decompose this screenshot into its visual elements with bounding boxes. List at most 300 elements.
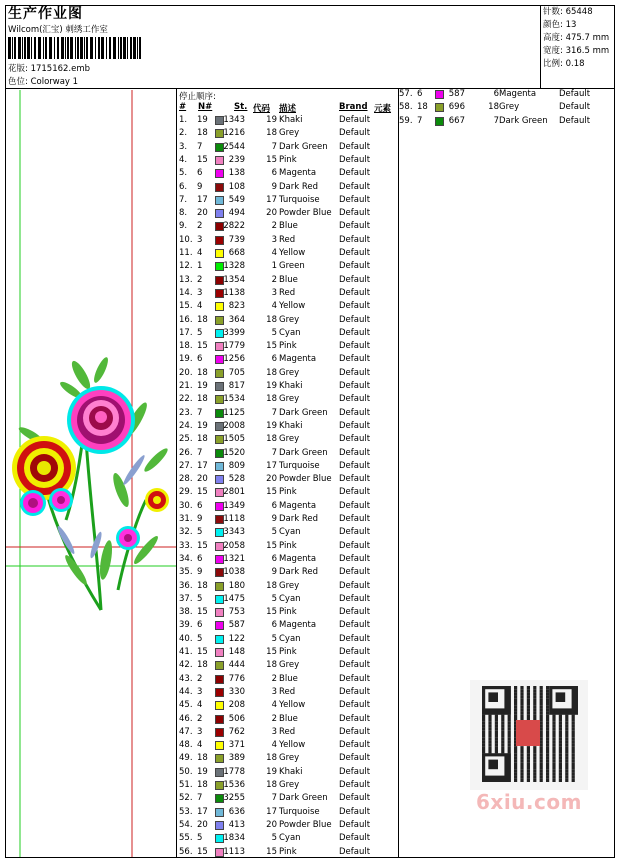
cell-desc: Cyan: [279, 593, 301, 604]
cell-n: 3: [197, 726, 203, 737]
cell-st: 3255: [223, 793, 245, 804]
cell-brand: Default: [339, 327, 371, 338]
cell-st: 587: [228, 620, 245, 631]
cell-brand: Default: [339, 607, 371, 618]
cell-code: 18: [266, 753, 277, 764]
cell-code: 3: [271, 686, 277, 697]
cell-code: 9: [271, 514, 277, 524]
cell-code: 7: [271, 447, 277, 458]
cell-code: 20: [266, 474, 277, 485]
cell-brand: Default: [339, 514, 371, 524]
design-file-value: 1715162.emb: [30, 64, 91, 74]
cell-st: 636: [228, 806, 245, 817]
cell-n: 15: [197, 846, 208, 857]
spec-row: 高度: 475.7 mm: [543, 33, 610, 43]
cell-n: 20: [197, 819, 208, 830]
cell-brand: Default: [339, 194, 371, 205]
cell-idx: 43.: [179, 673, 193, 684]
cell-desc: Blue: [279, 713, 298, 724]
cell-n: 17: [197, 806, 208, 817]
cell-desc: Dark Green: [499, 115, 548, 126]
cell-idx: 18.: [179, 341, 193, 352]
cell-st: 1321: [223, 553, 245, 564]
cell-idx: 24.: [179, 420, 193, 431]
cell-desc: Red: [279, 287, 296, 298]
col-header-stitches: St.: [234, 102, 248, 112]
cell-n: 15: [197, 487, 208, 498]
cell-desc: Turquoise: [279, 460, 320, 471]
cell-idx: 56.: [179, 846, 193, 857]
cell-desc: Dark Green: [279, 407, 328, 418]
cell-n: 18: [197, 660, 208, 671]
cell-code: 9: [271, 181, 277, 192]
company-name: Wilcom(汇宝) 刺绣工作室: [8, 25, 108, 35]
cell-code: 4: [271, 301, 277, 312]
cell-st: 1354: [223, 274, 245, 285]
cell-idx: 22.: [179, 394, 193, 405]
cell-code: 15: [266, 846, 277, 857]
col-header-element: 元素: [374, 104, 392, 114]
cell-desc: Powder Blue: [279, 819, 332, 830]
cell-idx: 3.: [179, 141, 188, 152]
cell-code: 7: [271, 793, 277, 804]
cell-idx: 5.: [179, 168, 188, 179]
embroidery-image: [6, 90, 176, 857]
cell-code: 3: [271, 726, 277, 737]
cell-code: 18: [266, 394, 277, 405]
cell-idx: 4.: [179, 154, 188, 165]
cell-st: 696: [448, 102, 465, 113]
cell-n: 19: [197, 420, 208, 431]
cell-n: 18: [197, 434, 208, 445]
cell-code: 15: [266, 341, 277, 352]
cell-idx: 36.: [179, 580, 193, 591]
cell-code: 20: [266, 819, 277, 830]
cell-idx: 52.: [179, 793, 193, 804]
cell-idx: 12.: [179, 261, 193, 272]
cell-brand: Default: [339, 141, 371, 152]
cell-n: 15: [197, 607, 208, 618]
cell-desc: Cyan: [279, 833, 301, 844]
cell-code: 4: [271, 700, 277, 711]
cell-brand: Default: [339, 580, 371, 591]
cell-brand: Default: [339, 660, 371, 671]
cell-desc: Turquoise: [279, 194, 320, 205]
cell-brand: Default: [339, 527, 371, 538]
page-title: 生产作业图: [8, 6, 83, 22]
cell-brand: Default: [339, 647, 371, 657]
cell-brand: Default: [339, 354, 371, 365]
cell-brand: Default: [339, 553, 371, 564]
cell-desc: Grey: [499, 102, 520, 113]
cell-desc: Pink: [279, 341, 297, 352]
cell-idx: 59.: [399, 115, 413, 126]
cell-code: 15: [266, 154, 277, 165]
cell-desc: Cyan: [279, 327, 301, 338]
cell-desc: Khaki: [279, 115, 303, 125]
col-header-brand: Brand: [339, 102, 368, 112]
spec-row: 针数: 65448: [543, 7, 593, 17]
cell-n: 1: [197, 261, 203, 272]
cell-code: 2: [271, 713, 277, 724]
cell-brand: Default: [339, 713, 371, 724]
cell-idx: 16.: [179, 314, 193, 325]
cell-n: 2: [197, 713, 203, 724]
cell-idx: 39.: [179, 620, 193, 631]
cell-code: 6: [271, 620, 277, 631]
cell-desc: Yellow: [279, 700, 306, 711]
cell-brand: Default: [339, 115, 371, 125]
cell-idx: 53.: [179, 806, 193, 817]
cell-code: 17: [266, 194, 277, 205]
cell-idx: 25.: [179, 434, 193, 445]
cell-n: 4: [197, 740, 203, 751]
cell-desc: Grey: [279, 780, 300, 790]
cell-n: 6: [197, 500, 203, 511]
cell-st: 1475: [223, 593, 245, 604]
cell-n: 6: [417, 89, 423, 99]
cell-brand: Default: [559, 115, 591, 126]
cell-st: 1520: [223, 447, 245, 458]
cell-idx: 13.: [179, 274, 193, 285]
cell-n: 3: [197, 686, 203, 697]
cell-desc: Cyan: [279, 633, 301, 644]
cell-n: 6: [197, 354, 203, 365]
cell-st: 138: [228, 168, 245, 179]
cell-idx: 27.: [179, 460, 193, 471]
cell-code: 15: [266, 607, 277, 618]
cell-desc: Pink: [279, 540, 297, 551]
cell-brand: Default: [339, 208, 371, 219]
cell-n: 7: [417, 115, 423, 126]
cell-code: 7: [271, 407, 277, 418]
cell-n: 4: [197, 700, 203, 711]
cell-brand: Default: [339, 394, 371, 405]
cell-code: 18: [488, 102, 499, 113]
cell-brand: Default: [339, 593, 371, 604]
cell-brand: Default: [339, 633, 371, 644]
cell-brand: Default: [339, 806, 371, 817]
cell-n: 18: [417, 102, 428, 113]
cell-st: 1534: [223, 394, 245, 405]
col-header-code: 代码: [253, 104, 271, 114]
cell-code: 17: [266, 460, 277, 471]
cell-code: 3: [271, 234, 277, 245]
cell-n: 4: [197, 248, 203, 258]
cell-n: 2: [197, 673, 203, 684]
cell-code: 5: [271, 833, 277, 844]
cell-idx: 2.: [179, 128, 188, 139]
cell-desc: Turquoise: [279, 806, 320, 817]
col-header-idx: #: [179, 102, 187, 112]
cell-idx: 14.: [179, 287, 193, 298]
col-header-n: N#: [198, 102, 213, 112]
cell-idx: 45.: [179, 700, 193, 711]
cell-st: 809: [228, 460, 245, 471]
cell-idx: 8.: [179, 208, 188, 219]
cell-idx: 58.: [399, 102, 413, 113]
cell-code: 6: [271, 168, 277, 179]
cell-st: 1118: [223, 514, 245, 524]
cell-desc: Blue: [279, 673, 298, 684]
cell-idx: 11.: [179, 248, 193, 258]
cell-n: 19: [197, 766, 208, 777]
cell-st: 330: [228, 686, 245, 697]
cell-st: 667: [448, 115, 465, 126]
cell-code: 7: [271, 141, 277, 152]
cell-brand: Default: [339, 407, 371, 418]
cell-idx: 19.: [179, 354, 193, 365]
cell-n: 20: [197, 208, 208, 219]
cell-st: 1536: [223, 780, 245, 790]
cell-code: 3: [271, 287, 277, 298]
cell-idx: 7.: [179, 194, 188, 205]
table-divider: [398, 88, 399, 858]
cell-brand: Default: [339, 766, 371, 777]
cell-idx: 1.: [179, 115, 188, 125]
cell-brand: Default: [339, 474, 371, 485]
cell-code: 5: [271, 527, 277, 538]
cell-brand: Default: [339, 341, 371, 352]
cell-idx: 29.: [179, 487, 193, 498]
cell-brand: Default: [339, 819, 371, 830]
cell-brand: Default: [339, 567, 371, 578]
cell-n: 18: [197, 580, 208, 591]
cell-brand: Default: [339, 420, 371, 431]
cell-n: 17: [197, 460, 208, 471]
cell-brand: Default: [339, 261, 371, 272]
cell-idx: 31.: [179, 514, 193, 524]
cell-idx: 47.: [179, 726, 193, 737]
cell-code: 5: [271, 327, 277, 338]
watermark-logo: 6xiu.com: [476, 790, 582, 814]
cell-n: 5: [197, 527, 203, 538]
cell-n: 5: [197, 327, 203, 338]
cell-n: 20: [197, 474, 208, 485]
cell-n: 3: [197, 287, 203, 298]
cell-idx: 41.: [179, 647, 193, 657]
cell-n: 5: [197, 833, 203, 844]
cell-code: 19: [266, 420, 277, 431]
cell-desc: Grey: [279, 660, 300, 671]
cell-idx: 34.: [179, 553, 193, 564]
cell-idx: 26.: [179, 447, 193, 458]
preview-divider: [176, 88, 177, 858]
cell-desc: Grey: [279, 394, 300, 405]
cell-idx: 42.: [179, 660, 193, 671]
cell-code: 19: [266, 381, 277, 391]
col-header-desc: 描述: [279, 104, 297, 114]
cell-code: 2: [271, 673, 277, 684]
cell-st: 2008: [223, 420, 245, 431]
cell-desc: Magenta: [279, 354, 317, 365]
cell-idx: 57.: [399, 89, 413, 99]
cell-idx: 21.: [179, 381, 193, 391]
cell-n: 5: [197, 633, 203, 644]
cell-code: 6: [271, 553, 277, 564]
cell-desc: Pink: [279, 846, 297, 857]
cell-st: 364: [228, 314, 245, 325]
cell-brand: Default: [339, 234, 371, 245]
cell-desc: Pink: [279, 647, 297, 657]
cell-code: 18: [266, 128, 277, 139]
cell-st: 3343: [223, 527, 245, 538]
cell-brand: Default: [339, 780, 371, 790]
cell-st: 587: [448, 89, 465, 99]
cell-n: 6: [197, 553, 203, 564]
cell-st: 371: [228, 740, 245, 751]
cell-st: 1778: [223, 766, 245, 777]
cell-desc: Khaki: [279, 766, 303, 777]
cell-idx: 30.: [179, 500, 193, 511]
cell-code: 9: [271, 567, 277, 578]
cell-desc: Grey: [279, 367, 300, 378]
cell-n: 15: [197, 647, 208, 657]
cell-brand: Default: [339, 434, 371, 445]
cell-code: 15: [266, 487, 277, 498]
cell-st: 3399: [223, 327, 245, 338]
cell-desc: Dark Green: [279, 141, 328, 152]
cell-n: 18: [197, 367, 208, 378]
cell-st: 2801: [223, 487, 245, 498]
cell-desc: Dark Red: [279, 514, 319, 524]
spec-row: 宽度: 316.5 mm: [543, 46, 610, 56]
cell-brand: Default: [339, 221, 371, 232]
cell-st: 180: [228, 580, 245, 591]
cell-n: 18: [197, 780, 208, 790]
cell-n: 7: [197, 793, 203, 804]
cell-desc: Red: [279, 726, 296, 737]
design-file-label: 花版:: [8, 64, 28, 74]
cell-code: 20: [266, 208, 277, 219]
cell-code: 2: [271, 221, 277, 232]
cell-st: 1343: [223, 115, 245, 125]
cell-brand: Default: [339, 540, 371, 551]
cell-st: 506: [228, 713, 245, 724]
cell-st: 494: [228, 208, 245, 219]
cell-n: 2: [197, 274, 203, 285]
cell-brand: Default: [339, 447, 371, 458]
cell-n: 7: [197, 141, 203, 152]
cell-n: 9: [197, 514, 203, 524]
cell-st: 705: [228, 367, 245, 378]
cell-st: 1216: [223, 128, 245, 139]
cell-desc: Grey: [279, 434, 300, 445]
cell-code: 6: [493, 89, 499, 99]
cell-desc: Cyan: [279, 527, 301, 538]
cell-desc: Pink: [279, 154, 297, 165]
cell-st: 823: [228, 301, 245, 312]
cell-idx: 10.: [179, 234, 193, 245]
cell-code: 6: [271, 500, 277, 511]
cell-desc: Grey: [279, 580, 300, 591]
cell-st: 2058: [223, 540, 245, 551]
cell-n: 19: [197, 115, 208, 125]
cell-brand: Default: [339, 168, 371, 179]
cell-st: 208: [228, 700, 245, 711]
cell-desc: Green: [279, 261, 305, 272]
cell-code: 19: [266, 766, 277, 777]
cell-st: 1125: [223, 407, 245, 418]
cell-brand: Default: [339, 500, 371, 511]
cell-n: 17: [197, 194, 208, 205]
cell-idx: 40.: [179, 633, 193, 644]
cell-st: 762: [228, 726, 245, 737]
cell-st: 108: [228, 181, 245, 192]
cell-n: 18: [197, 753, 208, 764]
specs-divider: [540, 5, 541, 88]
cell-desc: Red: [279, 234, 296, 245]
cell-st: 122: [228, 633, 245, 644]
cell-brand: Default: [559, 102, 591, 113]
cell-idx: 44.: [179, 686, 193, 697]
cell-idx: 35.: [179, 567, 193, 578]
cell-idx: 28.: [179, 474, 193, 485]
cell-st: 444: [228, 660, 245, 671]
cell-code: 18: [266, 780, 277, 790]
cell-brand: Default: [339, 301, 371, 312]
cell-desc: Magenta: [279, 553, 317, 564]
cell-idx: 15.: [179, 301, 193, 312]
cell-st: 1349: [223, 500, 245, 511]
cell-brand: Default: [339, 753, 371, 764]
cell-code: 5: [271, 593, 277, 604]
cell-idx: 9.: [179, 221, 188, 232]
cell-n: 4: [197, 301, 203, 312]
cell-desc: Pink: [279, 487, 297, 498]
cell-st: 776: [228, 673, 245, 684]
cell-code: 18: [266, 660, 277, 671]
cell-code: 2: [271, 274, 277, 285]
cell-st: 1779: [223, 341, 245, 352]
cell-idx: 46.: [179, 713, 193, 724]
cell-brand: Default: [339, 287, 371, 298]
cell-desc: Magenta: [279, 168, 317, 179]
cell-idx: 20.: [179, 367, 193, 378]
cell-st: 753: [228, 607, 245, 618]
cell-st: 1138: [223, 287, 245, 298]
cell-idx: 33.: [179, 540, 193, 551]
cell-brand: Default: [339, 726, 371, 737]
cell-code: 6: [271, 354, 277, 365]
cell-desc: Yellow: [279, 740, 306, 751]
cell-n: 5: [197, 593, 203, 604]
cell-desc: Yellow: [279, 248, 306, 258]
cell-n: 18: [197, 128, 208, 139]
cell-brand: Default: [339, 314, 371, 325]
cell-st: 1834: [223, 833, 245, 844]
cell-brand: Default: [339, 181, 371, 192]
cell-n: 3: [197, 234, 203, 245]
cell-st: 1113: [223, 846, 245, 857]
cell-st: 528: [228, 474, 245, 485]
cell-desc: Dark Green: [279, 793, 328, 804]
cell-desc: Pink: [279, 607, 297, 618]
cell-brand: Default: [339, 460, 371, 471]
cell-code: 4: [271, 248, 277, 258]
cell-idx: 38.: [179, 607, 193, 618]
cell-code: 18: [266, 314, 277, 325]
spec-row: 比例: 0.18: [543, 59, 585, 69]
cell-code: 1: [271, 261, 277, 272]
colorway-label: 色位:: [8, 77, 28, 87]
cell-idx: 48.: [179, 740, 193, 751]
cell-st: 739: [228, 234, 245, 245]
cell-desc: Yellow: [279, 301, 306, 312]
cell-st: 549: [228, 194, 245, 205]
cell-n: 15: [197, 154, 208, 165]
cell-desc: Magenta: [279, 620, 317, 631]
